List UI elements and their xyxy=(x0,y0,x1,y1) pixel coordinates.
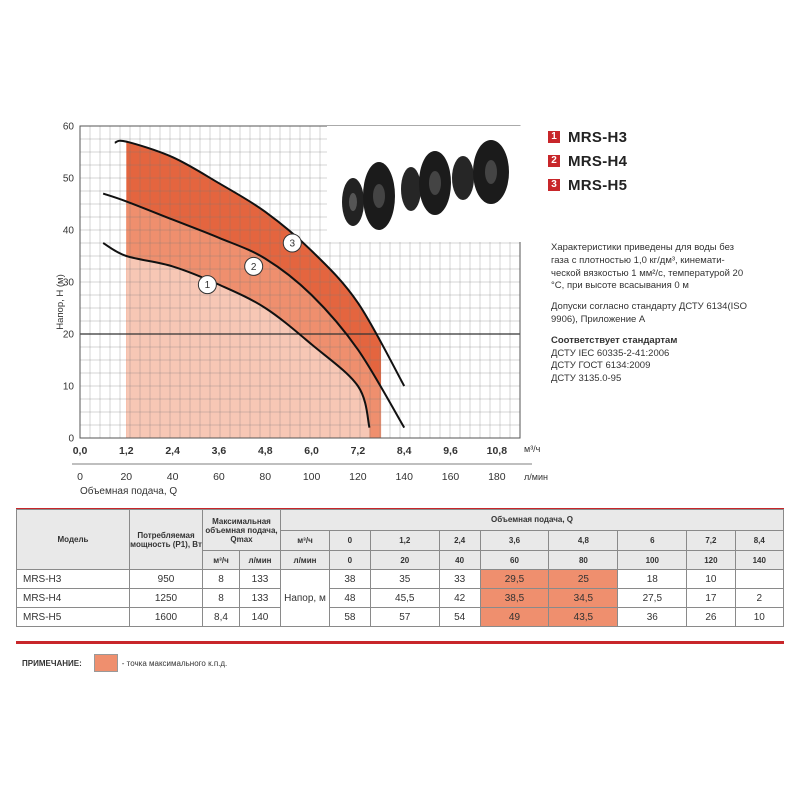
header-q-m3h: 2,4 xyxy=(439,530,480,551)
header-model: Модель xyxy=(17,510,130,570)
footnote-label: ПРИМЕЧАНИЕ: xyxy=(22,658,82,668)
legend-number: 3 xyxy=(548,179,560,191)
cell-qmax-lmin: 133 xyxy=(240,570,281,589)
cell-qmax-lmin: 133 xyxy=(240,589,281,608)
x-tick-label-m3h: 7,2 xyxy=(350,445,366,457)
y-tick-label: 0 xyxy=(68,433,74,445)
x-tick-label-lmin: 100 xyxy=(302,471,321,483)
cell-qmax-lmin: 140 xyxy=(240,608,281,627)
header-q-m3h: 3,6 xyxy=(480,530,549,551)
x-unit-top: м³/ч xyxy=(524,444,541,454)
cell-head: 33 xyxy=(439,570,480,589)
legend-label: MRS-H5 xyxy=(568,176,628,194)
cell-model: MRS-H5 xyxy=(17,608,130,627)
curve-marker-label: 1 xyxy=(204,280,211,292)
cell-head-bep: 38,5 xyxy=(480,589,549,608)
cell-head: 42 xyxy=(439,589,480,608)
x-tick-label-m3h: 9,6 xyxy=(443,445,458,457)
cell-head-bep: 34,5 xyxy=(549,589,618,608)
x-unit-bottom: л/мин xyxy=(524,472,548,482)
cell-head xyxy=(735,570,783,589)
cell-head: 10 xyxy=(735,608,783,627)
x-tick-label-lmin: 40 xyxy=(166,471,179,483)
header-q-lmin: 60 xyxy=(480,551,549,570)
x-tick-label-lmin: 20 xyxy=(120,471,133,483)
notes-standard: ДСТУ 3135.0-95 xyxy=(551,373,622,385)
cell-head: 48 xyxy=(330,589,371,608)
header-q-m3h: 7,2 xyxy=(687,530,735,551)
cell-power: 1600 xyxy=(130,608,203,627)
cell-model: MRS-H4 xyxy=(17,589,130,608)
y-tick-label: 50 xyxy=(62,173,74,185)
x-tick-label-lmin: 180 xyxy=(488,471,506,483)
x-tick-label-m3h: 4,8 xyxy=(257,445,273,457)
cell-qmax-m3h: 8 xyxy=(203,589,240,608)
cell-head: 38 xyxy=(330,570,371,589)
cell-head-bep: 43,5 xyxy=(549,608,618,627)
cell-qmax-m3h: 8 xyxy=(203,570,240,589)
y-tick-label: 20 xyxy=(62,329,74,341)
cell-head: 27,5 xyxy=(618,589,687,608)
notes-standards-title: Соответствует стандартам xyxy=(551,334,678,346)
x-tick-label-lmin: 120 xyxy=(349,471,367,483)
header-qmax-m3h: м³/ч xyxy=(203,551,240,570)
legend-number: 1 xyxy=(548,131,560,143)
y-tick-label: 30 xyxy=(62,277,74,289)
cell-head: 45,5 xyxy=(370,589,439,608)
cell-head: 35 xyxy=(370,570,439,589)
x-axis-label: Объемная подача, Q xyxy=(80,486,178,497)
x-tick-label-m3h: 0,0 xyxy=(72,445,88,457)
cell-head-label: Напор, м xyxy=(281,570,330,627)
cell-qmax-m3h: 8,4 xyxy=(203,608,240,627)
cell-power: 950 xyxy=(130,570,203,589)
notes-standard: ДСТУ ГОСТ 6134:2009 xyxy=(551,360,651,372)
table-row xyxy=(17,608,784,627)
header-power: Потребляемая мощность (Р1), Вт xyxy=(130,510,203,570)
header-q-lmin: 40 xyxy=(439,551,480,570)
cell-model: MRS-H3 xyxy=(17,570,130,589)
y-tick-label: 10 xyxy=(62,381,74,393)
table-row xyxy=(17,589,784,608)
notes-standard: ДСТУ IEC 60335-2-41:2006 xyxy=(551,347,670,359)
impellers-image xyxy=(327,126,523,242)
x-tick-label-lmin: 140 xyxy=(395,471,413,483)
header-q-lmin: 80 xyxy=(549,551,618,570)
header-flow: Объемная подача, Q xyxy=(281,510,784,531)
header-q-m3h: 0 xyxy=(330,530,371,551)
notes-tolerances: Допуски согласно стандарту ДСТУ 6134(ISO 9906), Приложение А xyxy=(551,301,747,325)
x-tick-label-m3h: 6,0 xyxy=(304,445,319,457)
notes-conditions: Характеристики приведены для воды без газа с плотностью 1,0 кг/дм³, кинемати-ческой вязкостью 1 мм²/с, температурой 20 °С, при высоте всасывания 0 м xyxy=(551,242,744,292)
header-q-m3h: 4,8 xyxy=(549,530,618,551)
header-q-m3h: 1,2 xyxy=(370,530,439,551)
y-axis-label: Напор, Н (м) xyxy=(55,274,66,330)
table-bottom-rule xyxy=(16,641,784,644)
impellers-icon xyxy=(327,126,523,242)
header-qmax-lmin: л/мин xyxy=(240,551,281,570)
bep-swatch xyxy=(94,654,118,672)
header-q-lmin: 120 xyxy=(687,551,735,570)
legend-item xyxy=(548,126,627,148)
footnote-text: - точка максимального к.п.д. xyxy=(121,658,228,668)
curve-marker-label: 2 xyxy=(250,261,257,273)
cell-head: 2 xyxy=(735,589,783,608)
legend-label: MRS-H3 xyxy=(568,128,628,146)
legend-label: MRS-H4 xyxy=(568,152,628,170)
header-q-lmin: 20 xyxy=(370,551,439,570)
legend-item xyxy=(548,174,627,196)
x-tick-label-lmin: 0 xyxy=(77,471,83,483)
legend-number: 2 xyxy=(548,155,560,167)
cell-head-bep: 29,5 xyxy=(480,570,549,589)
spec-table xyxy=(16,509,784,627)
cell-head-bep: 49 xyxy=(480,608,549,627)
footnote xyxy=(22,654,227,672)
header-lmin: л/мин xyxy=(281,551,330,570)
cell-head: 57 xyxy=(370,608,439,627)
header-q-lmin: 0 xyxy=(330,551,371,570)
header-q-m3h: 8,4 xyxy=(735,530,783,551)
x-tick-label-lmin: 60 xyxy=(213,471,225,483)
x-tick-label-m3h: 3,6 xyxy=(211,445,227,457)
x-tick-label-m3h: 2,4 xyxy=(165,445,180,457)
cell-head: 10 xyxy=(687,570,735,589)
cell-head-bep: 25 xyxy=(549,570,618,589)
header-qmax: Максимальная объемная подача, Qmax xyxy=(203,510,281,551)
cell-head: 54 xyxy=(439,608,480,627)
header-q-lmin: 100 xyxy=(618,551,687,570)
x-tick-label-lmin: 160 xyxy=(441,471,460,483)
x-tick-label-m3h: 1,2 xyxy=(119,445,134,457)
x-tick-label-lmin: 80 xyxy=(259,471,272,483)
legend-item xyxy=(548,150,627,172)
notes-block xyxy=(551,242,751,386)
cell-head: 26 xyxy=(687,608,735,627)
legend xyxy=(548,126,627,198)
cell-head: 18 xyxy=(618,570,687,589)
header-m3h: м³/ч xyxy=(281,530,330,551)
y-tick-label: 40 xyxy=(62,225,74,237)
cell-head: 36 xyxy=(618,608,687,627)
header-q-lmin: 140 xyxy=(735,551,783,570)
curve-marker-label: 3 xyxy=(289,238,296,250)
cell-head: 58 xyxy=(330,608,371,627)
y-tick-label: 60 xyxy=(62,121,74,133)
x-tick-label-m3h: 10,8 xyxy=(486,445,508,457)
cell-head: 17 xyxy=(687,589,735,608)
cell-power: 1250 xyxy=(130,589,203,608)
x-tick-label-m3h: 8,4 xyxy=(396,445,412,457)
table-row xyxy=(17,570,784,589)
header-q-m3h: 6 xyxy=(618,530,687,551)
